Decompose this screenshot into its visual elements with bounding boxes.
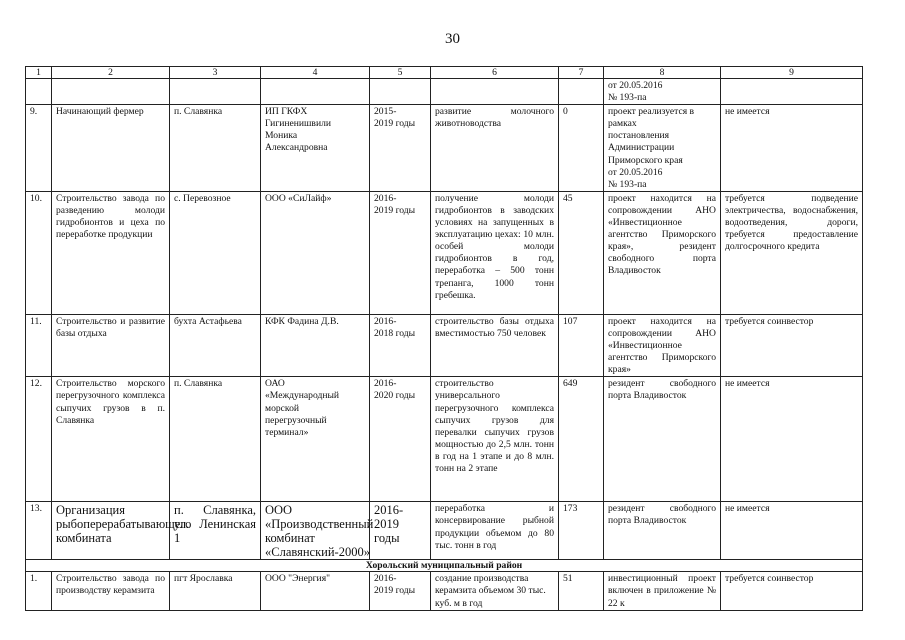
project-description: переработка и консервирование рыбной продукции объемом до 80 тыс. тонн в год [431, 502, 559, 560]
project-name: Строительство и развитие базы отдыха [52, 314, 170, 376]
project-needs: требуется подведение электричества, водоснабжения, водоотведения, дороги, требуется предоставление долгосрочного кредита [721, 191, 863, 314]
project-needs: не имеется [721, 502, 863, 560]
row-number: 12. [26, 377, 52, 502]
project-value: 107 [559, 314, 604, 376]
project-location: п. Славянка [170, 105, 261, 192]
project-status: инвестиционный проект включен в приложение № 22 к [604, 572, 721, 610]
project-needs: не имеется [721, 105, 863, 192]
project-value: 0 [559, 105, 604, 192]
project-name: Строительство завода по разведению молоди гидробионтов и цеха по переработке продукции [52, 191, 170, 314]
project-location: бухта Астафьева [170, 314, 261, 376]
section-row [26, 560, 863, 572]
table-row [26, 191, 863, 314]
project-status: резидент свободного порта Владивосток [604, 502, 721, 560]
table-row [26, 314, 863, 376]
project-value: 173 [559, 502, 604, 560]
project-name: Строительство завода по производству керамзита [52, 572, 170, 610]
project-value: 649 [559, 377, 604, 502]
project-location: п. Славянка [170, 377, 261, 502]
project-description: строительство базы отдыха вместимостью 750 человек [431, 314, 559, 376]
project-status: проект реализуется в рамках постановления Администрации Приморского края от 20.05.2016 № 193-па [604, 105, 721, 192]
project-status: проект находится на сопровождении АНО «Инвестиционное агентство Приморского края» [604, 314, 721, 376]
project-company: ООО «Производственный комбинат «Славянский-2000» [261, 502, 370, 560]
project-years: 2016- 2018 годы [370, 314, 431, 376]
column-number: 2 [52, 67, 170, 79]
row-number: 10. [26, 191, 52, 314]
project-value: 51 [559, 572, 604, 610]
project-status: резидент свободного порта Владивосток [604, 377, 721, 502]
column-number: 7 [559, 67, 604, 79]
project-needs: не имеется [721, 377, 863, 502]
project-needs: требуется соинвестор [721, 572, 863, 610]
project-name: Строительство морского перегрузочного комплекса сыпучих грузов в п. Славянка [52, 377, 170, 502]
row-number: 9. [26, 105, 52, 192]
column-number: 9 [721, 67, 863, 79]
project-needs: требуется соинвестор [721, 314, 863, 376]
row-number: 13. [26, 502, 52, 560]
section-title: Хорольский муниципальный район [26, 560, 863, 572]
project-name: Начинающий фермер [52, 105, 170, 192]
project-years: 2016- 2019 годы [370, 572, 431, 610]
project-value: 45 [559, 191, 604, 314]
table-row-continuation [26, 79, 863, 105]
project-name: Организация рыбоперерабатывающего комбината [52, 502, 170, 560]
project-description: создание производства керамзита объемом 30 тыс. куб. м в год [431, 572, 559, 610]
page-number: 30 [445, 31, 460, 47]
column-number: 5 [370, 67, 431, 79]
projects-table [25, 66, 863, 611]
project-company: ООО «СиЛайф» [261, 191, 370, 314]
column-number: 3 [170, 67, 261, 79]
project-description: строительство универсального перегрузочного комплекса сыпучих грузов для перевалки сыпучих грузов мощностью до 2,5 млн. тонн в год на 1 этапе и до 8 млн. тонн на 2 этапе [431, 377, 559, 502]
project-description: развитие молочного животноводства [431, 105, 559, 192]
table-row [26, 502, 863, 560]
column-number: 8 [604, 67, 721, 79]
project-years: 2015- 2019 годы [370, 105, 431, 192]
project-description: получение молоди гидробионтов в заводских условиях на запущенных в эксплуатацию цехах: 10 млн. особей молоди гидробионтов в год, переработка – 500 тонн трепанга, 1000 тонн гребешка. [431, 191, 559, 314]
column-number-row [26, 67, 863, 79]
column-number: 4 [261, 67, 370, 79]
status-cell: от 20.05.2016 № 193-па [604, 79, 721, 105]
table-row [26, 377, 863, 502]
project-location: пгт Ярославка [170, 572, 261, 610]
row-number: 1. [26, 572, 52, 610]
project-years: 2016- 2019 годы [370, 502, 431, 560]
project-company: КФК Фадина Д.В. [261, 314, 370, 376]
project-company: ООО "Энергия" [261, 572, 370, 610]
project-company: ОАО «Международный морской перегрузочный терминал» [261, 377, 370, 502]
project-years: 2016- 2020 годы [370, 377, 431, 502]
project-company: ИП ГКФХ Гигиненишвили Моника Александровна [261, 105, 370, 192]
row-number: 11. [26, 314, 52, 376]
project-location: п. Славянка, ул. Ленинская 1 [170, 502, 261, 560]
project-years: 2016- 2019 годы [370, 191, 431, 314]
project-location: с. Перевозное [170, 191, 261, 314]
column-number: 6 [431, 67, 559, 79]
project-status: проект находится на сопровождении АНО «Инвестиционное агентство Приморского края», резидент свободного порта Владивосток [604, 191, 721, 314]
table-row [26, 572, 863, 610]
table-row [26, 105, 863, 192]
column-number: 1 [26, 67, 52, 79]
